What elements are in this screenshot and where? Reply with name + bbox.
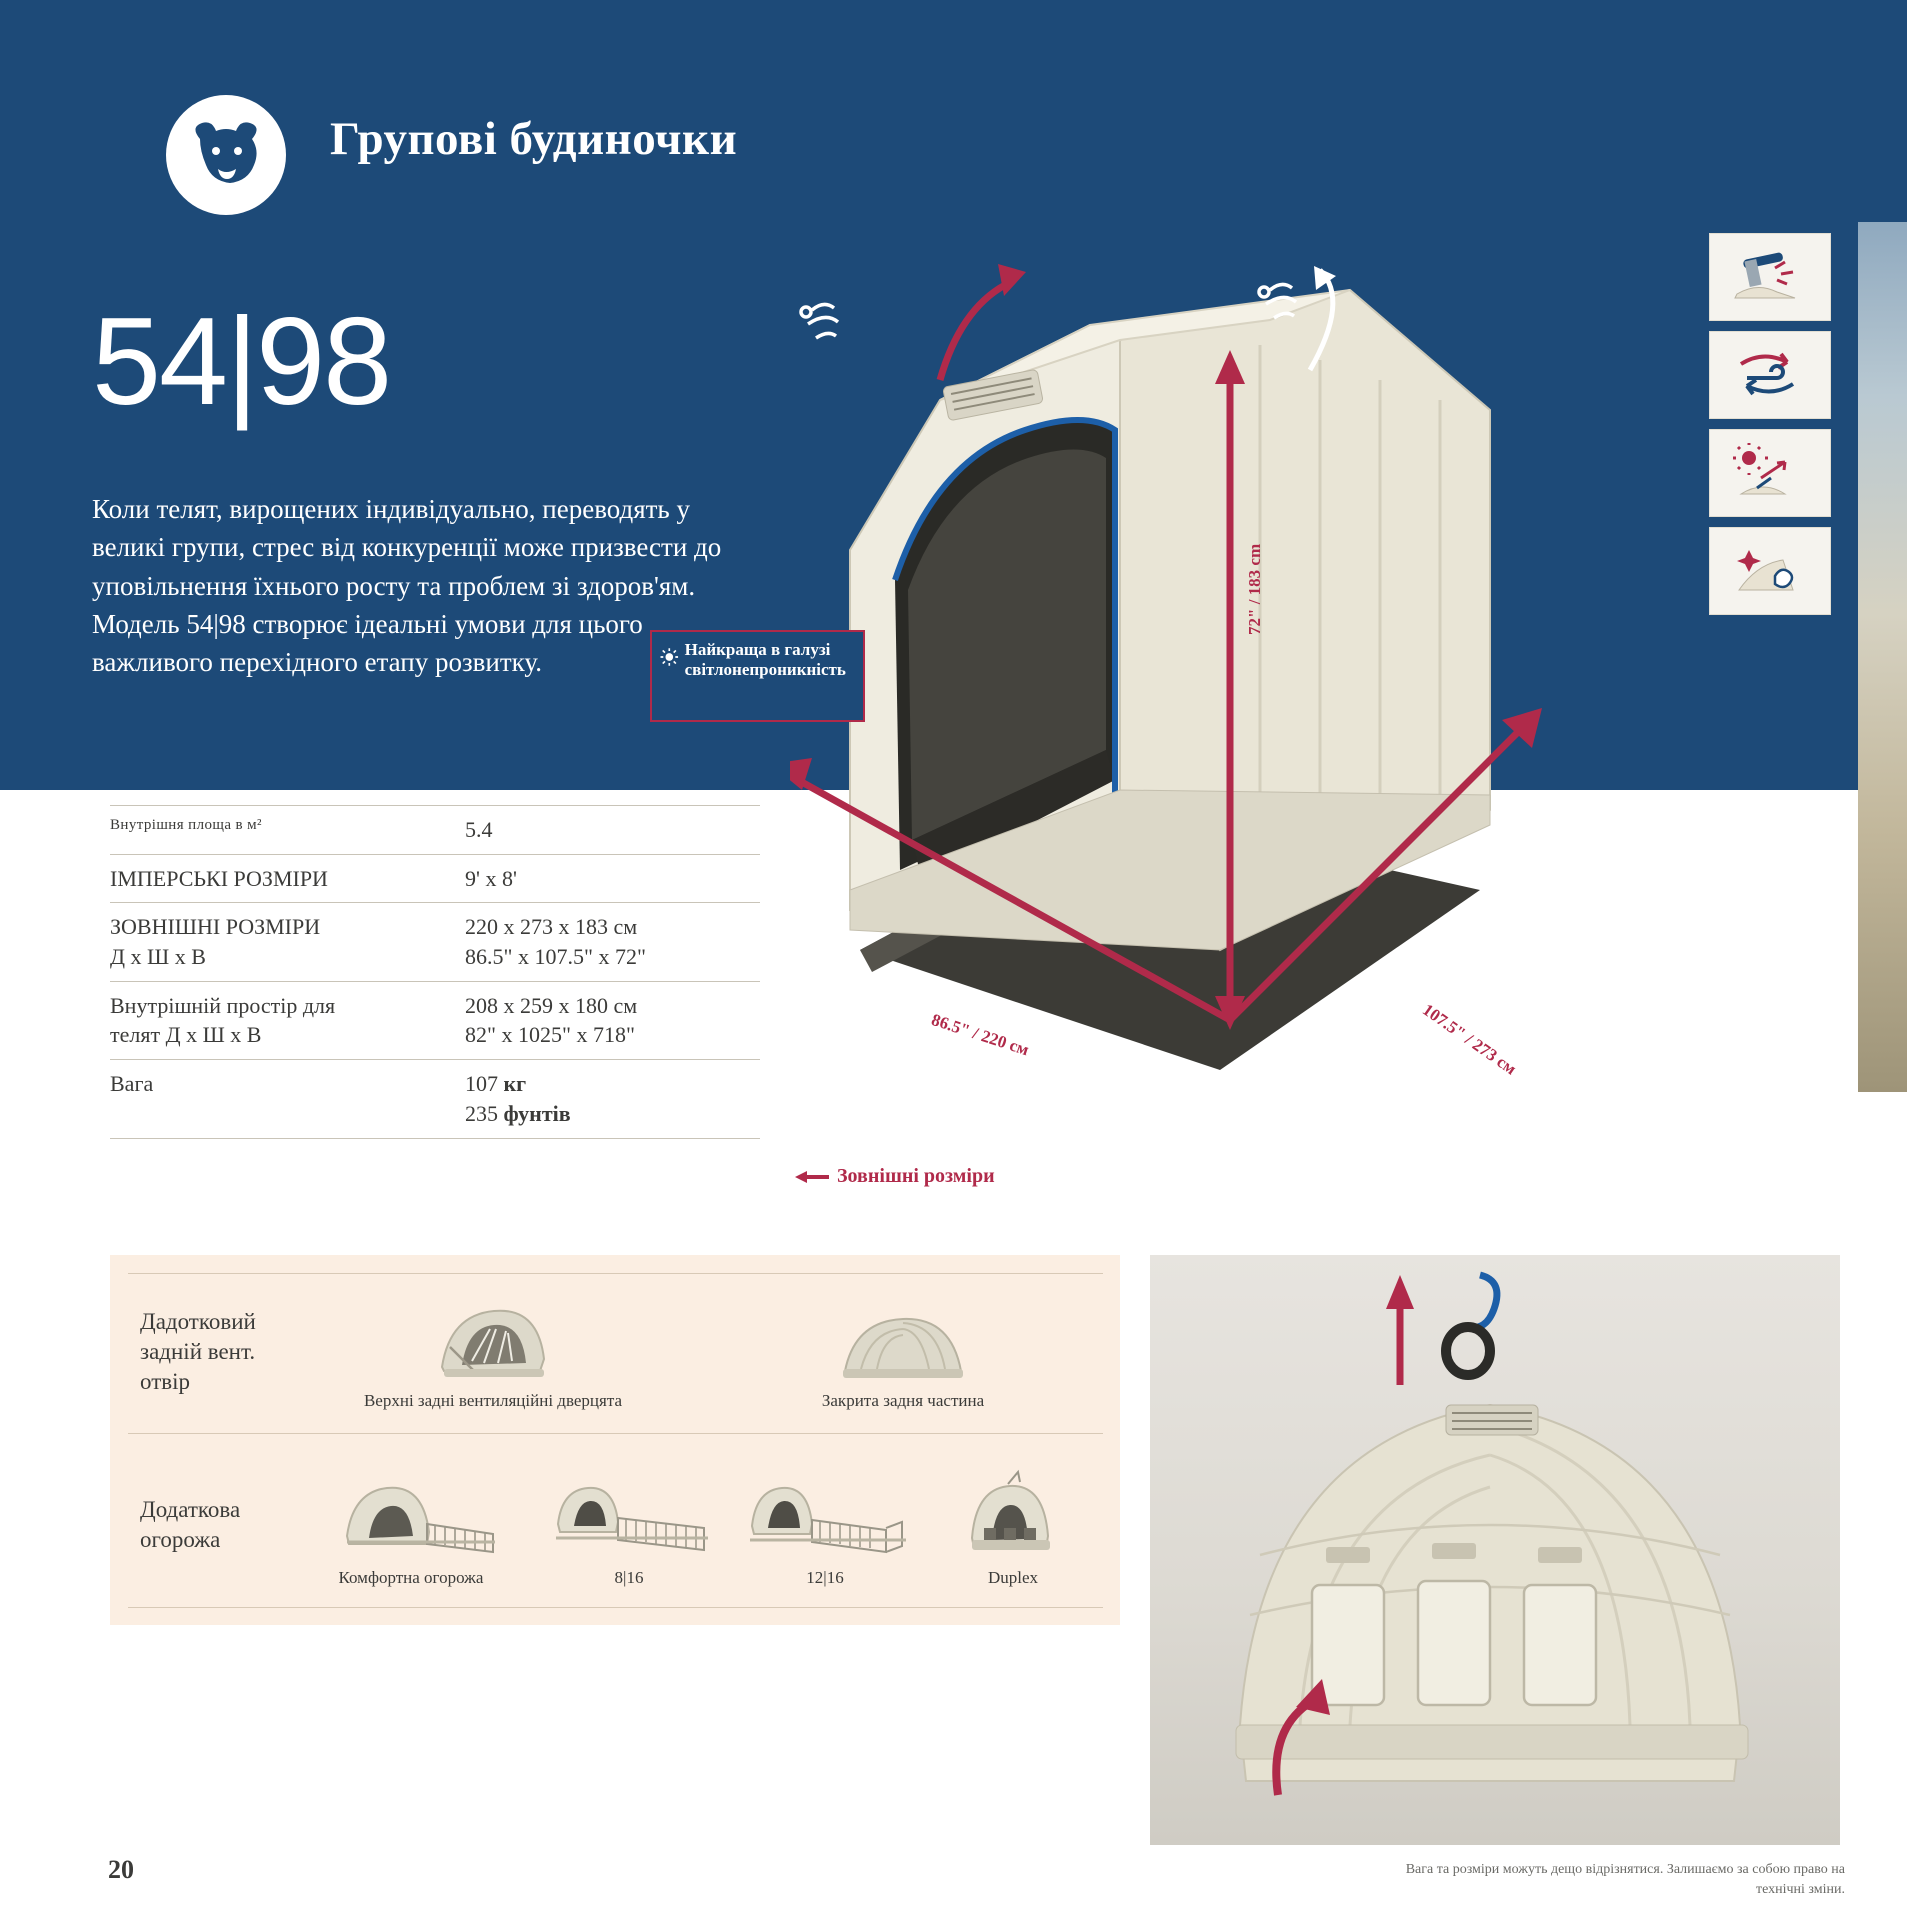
dimension-width-label: 86.5" / 220 см [929,1010,1032,1060]
table-row [110,855,760,904]
spec-value [465,1069,760,1128]
hutch-lift-drawing [1150,1255,1840,1845]
product-illustration [684,250,1750,1200]
fence-12-16-thumb [727,1462,923,1562]
list-item-caption: 12|16 [806,1568,844,1587]
spec-value [465,912,760,971]
weight-lb-unit: фунтів [503,1100,571,1126]
accessory-row-label: Додаткова огорожа [140,1497,241,1552]
divider [128,1273,1103,1274]
accessory-items [283,1293,1103,1411]
spec-value-weight-lb [465,1099,760,1129]
status-badge [650,630,865,722]
brand-logo [166,95,286,215]
list-item-caption: Закрита задня частина [821,1391,985,1410]
list-item-caption: Duplex [987,1568,1039,1587]
table-row [110,982,760,1060]
hutch-drawing [790,250,1750,1200]
wind-icon-left [801,304,838,338]
spec-label [110,991,465,1050]
fence-12-16-icon [740,1466,910,1562]
list-item-caption: Верхні задні вентиляційні дверцята [363,1391,623,1410]
list-item-caption: 8|16 [614,1568,644,1587]
duplex-icon [938,1466,1088,1562]
weight-kg-unit: кг [503,1071,527,1097]
model-number-right: 98 [256,293,391,431]
spec-label: Вага [110,1071,154,1097]
weight-kg-number: 107 [465,1071,498,1097]
model-description: Коли телят, вирощених індивідуально, переводять у великі групи, стрес від конкуренції може призвести до уповільнення їхнього росту та проблем зі здоров'ям. Модель 54|98 створює ідеальні умови для цього важливого перехідного етапу розвитку. [92,494,722,678]
rear-vent-door-thumb [283,1293,703,1385]
dimension-depth-label: 107.5" / 273 см [1419,1000,1520,1079]
list-item[interactable] [923,1462,1103,1588]
dimensions-legend [795,1165,995,1188]
model-number-left: 54 [92,293,226,431]
disclaimer-text: Вага та розміри можуть дещо відрізнятися. Залишаємо за собою право на технічні зміни. [1405,1862,1845,1898]
accessory-row-label: Дадотковий задній вент. отвір [140,1309,256,1394]
spec-value-metric: 220 х 273 х 183 см [465,914,638,940]
spec-value-metric: 208 х 259 х 180 см [465,992,638,1018]
accessory-row-fence [128,1445,1103,1605]
badge-text: Найкраща в галузі світлонепроникність [684,640,846,679]
weight-lb-number: 235 [465,1100,498,1126]
spec-value: 9' x 8' [465,865,517,891]
spec-label-line1: ЗОВНІШНІ РОЗМІРИ [110,914,321,940]
model-number-divider: | [225,293,257,431]
list-item-caption: Комфортна огорожа [338,1568,484,1587]
spec-value [465,991,760,1050]
fence-8-16-thumb [531,1462,727,1562]
divider [128,1433,1103,1434]
list-item[interactable] [727,1462,923,1588]
spec-label-line2: Д х Ш х В [110,944,206,970]
spec-label-line1: Внутрішній простір для [110,992,336,1018]
fence-8-16-icon [544,1466,714,1562]
model-number [92,293,391,431]
spec-value-imperial: 86.5" х 107.5" х 72" [465,944,646,970]
spec-table [110,805,760,1139]
list-item[interactable] [291,1462,531,1588]
table-row [110,805,760,855]
accessory-row-vent [128,1277,1103,1427]
lift-hook-icon [1468,1275,1497,1328]
table-row [110,903,760,981]
calf-head-icon [180,109,272,201]
arrow-left-icon [795,1170,829,1184]
table-row [110,1060,760,1138]
spec-value: 5.4 [465,817,493,842]
comfort-fence-icon [321,1466,501,1562]
duplex-thumb [923,1462,1103,1562]
edge-photo-strip [1858,222,1907,1092]
dimension-height-label: 72" / 183 cm [1245,543,1264,635]
spec-label: ІМПЕРСЬКІ РОЗМІРИ [110,865,328,891]
page-number: 20 [108,1855,134,1884]
list-item[interactable] [531,1462,727,1588]
divider [128,1607,1103,1608]
sun-burst-icon [660,640,679,674]
accessory-items [291,1462,1103,1588]
spec-label-line2: телят Д х Ш х В [110,1022,262,1048]
comfort-fence-thumb [291,1462,531,1562]
list-item[interactable] [283,1293,703,1411]
spec-label: Внутрішня площа в м² [110,817,262,833]
spec-value-weight-kg [465,1069,760,1099]
closed-rear-thumb [703,1293,1103,1385]
page-title: Групові будиночки [330,113,738,165]
accessories-panel [110,1255,1120,1625]
closed-rear-icon [833,1305,973,1385]
hutch-lift-photo [1150,1255,1840,1845]
spec-value-imperial: 82" х 1025" х 718" [465,1022,635,1048]
legend-label: Зовнішні розміри [837,1165,995,1187]
list-item[interactable] [703,1293,1103,1411]
rear-vent-door-icon [428,1295,558,1385]
spec-label [110,912,465,971]
